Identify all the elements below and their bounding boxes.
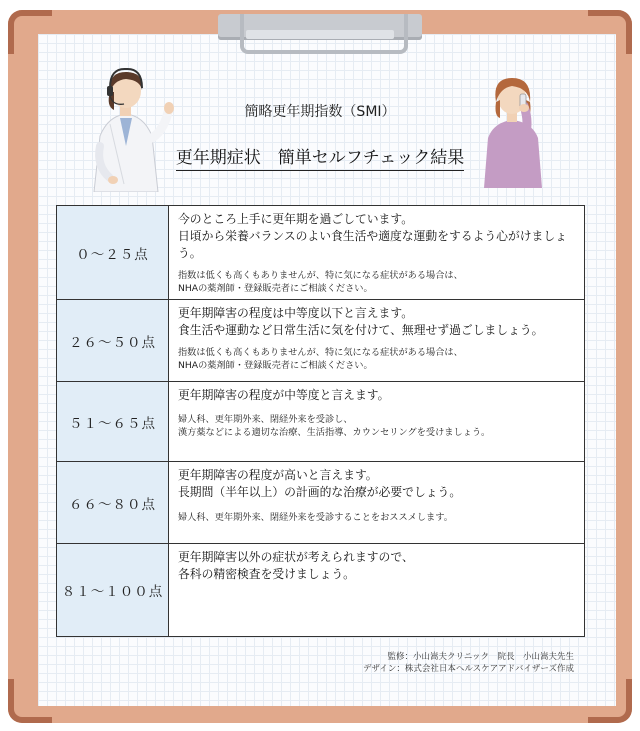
result-line: 日頃から栄養バランスのよい食生活や適度な運動をするよう心がけましょう。 [178,229,567,260]
result-line: 更年期障害の程度が高いと言えます。 [178,468,378,482]
results-table [56,205,585,637]
result-description [169,206,585,300]
table-row [57,544,585,637]
result-note: 婦人科、更年期外来、閉経外来を受診することをおススメします。 [178,512,453,523]
result-note: NHAの薬剤師・登録販売者にご相談ください。 [178,283,373,294]
operator-illustration [80,66,180,192]
result-line: 更年期障害以外の症状が考えられますので、 [178,550,414,564]
result-note: 指数は低くも高くもありませんが、特に気になる症状がある場合は、 [178,347,463,358]
table-row [57,382,585,462]
page-title-text: 更年期症状 簡単セルフチェック結果 [176,148,465,171]
footer-credits [363,651,574,675]
result-line: 今のところ上手に更年期を過ごしています。 [178,212,413,226]
clipboard-clip-bar [246,30,394,39]
page-subtitle: 簡略更年期指数（SMI） [244,104,396,120]
result-description [169,462,585,544]
result-line: 食生活や運動など日常生活に気を付けて、無理せず過ごしましょう。 [178,323,544,337]
score-range: ５１～６５点 [57,382,169,462]
result-line: 更年期障害の程度が中等度と言えます。 [178,388,390,402]
score-range: ６６～８０点 [57,462,169,544]
result-note: NHAの薬剤師・登録販売者にご相談ください。 [178,360,373,371]
table-row [57,206,585,300]
result-line: 更年期障害の程度は中等度以下と言えます。 [178,306,413,320]
result-description [169,300,585,382]
footer-supervisor: 監修：小山嵩夫クリニック 院長 小山嵩夫先生 [387,652,574,662]
result-note: 漢方薬などによる適切な治療、生活指導、カウンセリングを受けましょう。 [178,427,491,438]
page-title [0,143,640,168]
woman-phone-illustration [478,72,548,188]
result-description [169,382,585,462]
result-note: 指数は低くも高くもありませんが、特に気になる症状がある場合は、 [178,270,463,281]
score-range: ０～２５点 [57,206,169,300]
score-range: ８１～１００点 [57,544,169,637]
result-description [169,544,585,637]
footer-design: デザイン：株式会社日本ヘルスケアアドバイザーズ作成 [362,664,574,674]
table-row [57,300,585,382]
score-range: ２６～５０点 [57,300,169,382]
result-line: 各科の精密検査を受けましょう。 [178,567,355,581]
table-row [57,462,585,544]
result-note: 婦人科、更年期外来、閉経外来を受診し、 [178,414,353,425]
result-line: 長期間（半年以上）の計画的な治療が必要でしょう。 [178,485,462,499]
